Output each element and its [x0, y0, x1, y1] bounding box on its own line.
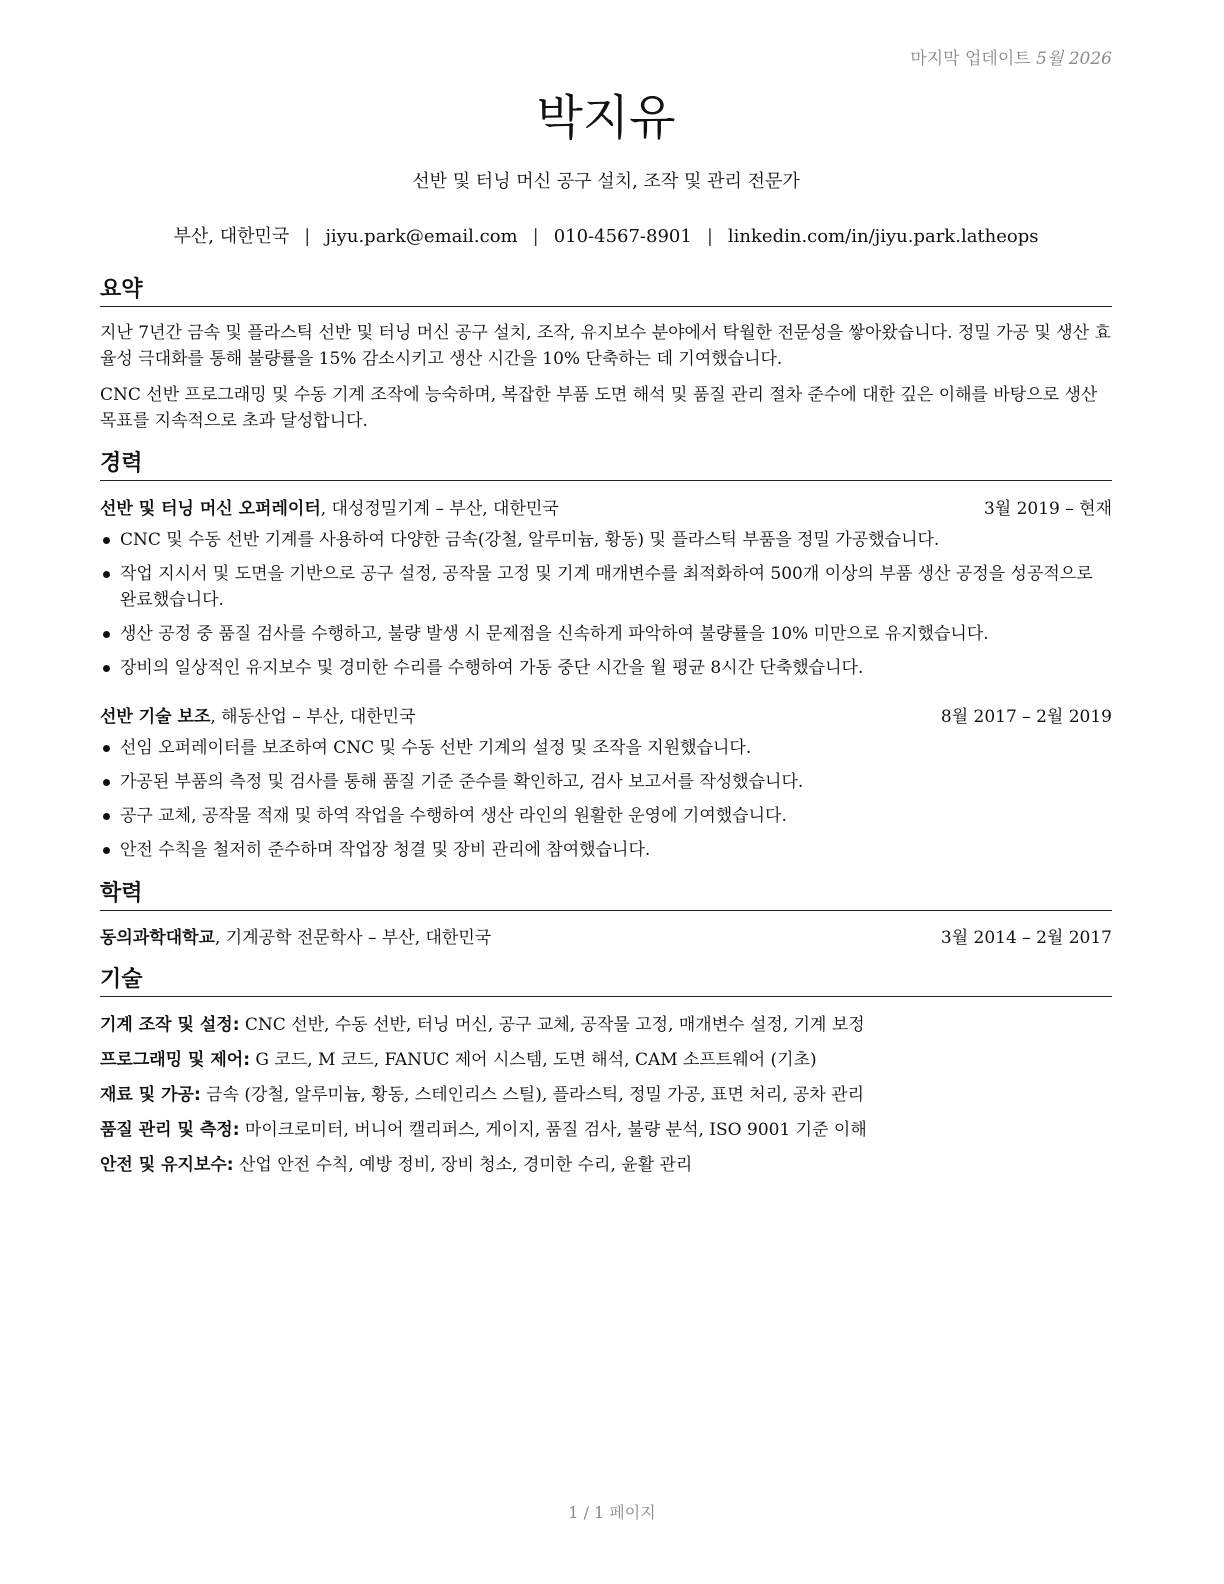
tagline: 선반 및 터닝 머신 공구 설치, 조작 및 관리 전문가 [412, 171, 800, 192]
list-item: CNC 및 수동 선반 기계를 사용하여 다양한 금속(강철, 알루미늄, 황동) 및 플라스틱 부품을 정밀 가공했습니다. [100, 527, 1112, 553]
last-updated-date: 5월 2026 [1036, 49, 1112, 69]
skill-item [100, 1152, 1112, 1178]
skill-item [100, 1082, 1112, 1108]
list-item: 생산 공정 중 품질 검사를 수행하고, 불량 발생 시 문제점을 신속하게 파악하여 불량률을 10% 미만으로 유지했습니다. [100, 621, 1112, 647]
education-dates: 3월 2014 – 2월 2017 [940, 928, 1112, 948]
contact-email[interactable]: jiyu.park@email.com [325, 226, 518, 247]
section-title-experience: 경력 [100, 450, 1112, 481]
skill-value: 산업 안전 수칙, 예방 정비, 장비 청소, 경미한 수리, 윤활 관리 [233, 1155, 693, 1175]
job-dates: 3월 2019 – 현재 [983, 499, 1112, 519]
skills-list [100, 1012, 1112, 1187]
candidate-name: 박지유 [536, 90, 676, 146]
summary-paragraph-2: CNC 선반 프로그래밍 및 수동 기계 조작에 능숙하며, 복잡한 부품 도면 해석 및 품질 관리 절차 준수에 대한 깊은 이해를 바탕으로 생산 목표를 지속적으로 초과 달성합니다. [100, 385, 1098, 431]
contact-separator: | [532, 226, 539, 247]
job-header [100, 704, 1112, 730]
job-role: 선반 및 터닝 머신 오퍼레이터 [100, 499, 321, 519]
contact-separator: | [706, 226, 713, 247]
skill-value: 마이크로미터, 버니어 캘리퍼스, 게이지, 품질 검사, 불량 분석, ISO 9001 기준 이해 [239, 1120, 867, 1140]
job-dates: 8월 2017 – 2월 2019 [940, 707, 1112, 727]
list-item: 안전 수칙을 철저히 준수하며 작업장 청결 및 장비 관리에 참여했습니다. [100, 837, 1112, 863]
list-item: 선임 오퍼레이터를 보조하여 CNC 및 수동 선반 기계의 설정 및 조작을 지원했습니다. [100, 735, 1112, 761]
job-role: 선반 기술 보조 [100, 707, 211, 727]
job-bullets [100, 527, 1112, 689]
section-title-skills: 기술 [100, 966, 1112, 997]
skill-value: CNC 선반, 수동 선반, 터닝 머신, 공구 교체, 공작물 고정, 매개변수 설정, 기계 보정 [239, 1015, 865, 1035]
contact-linkedin[interactable]: linkedin.com/in/jiyu.park.latheops [727, 226, 1039, 247]
last-updated-label: 마지막 업데이트 [910, 49, 1031, 69]
skill-item [100, 1047, 1112, 1073]
skill-label: 안전 및 유지보수: [100, 1155, 234, 1175]
list-item: 가공된 부품의 측정 및 검사를 통해 품질 기준 준수를 확인하고, 검사 보고서를 작성했습니다. [100, 769, 1112, 795]
contact-location: 부산, 대한민국 [173, 226, 290, 247]
job-company: , 대성정밀기계 – 부산, 대한민국 [320, 499, 559, 519]
skill-label: 재료 및 가공: [100, 1085, 201, 1105]
list-item: 장비의 일상적인 유지보수 및 경미한 수리를 수행하여 가동 중단 시간을 월 평균 8시간 단축했습니다. [100, 655, 1112, 681]
skill-label: 기계 조작 및 설정: [100, 1015, 240, 1035]
contact-separator: | [304, 226, 311, 247]
contact-phone: 010-4567-8901 [553, 226, 692, 247]
last-updated [910, 44, 1112, 69]
list-item: 작업 지시서 및 도면을 기반으로 공구 설정, 공작물 고정 및 기계 매개변수를 최적화하여 500개 이상의 부품 생산 공정을 성공적으로 완료했습니다. [100, 561, 1112, 613]
skill-item [100, 1117, 1112, 1143]
page-number: 1 / 1 페이지 [568, 1503, 656, 1522]
skill-label: 프로그래밍 및 제어: [100, 1050, 251, 1070]
education-detail: , 기계공학 전문학사 – 부산, 대한민국 [214, 928, 492, 948]
skill-item [100, 1012, 1112, 1038]
job-bullets [100, 735, 1112, 871]
skill-value: 금속 (강철, 알루미늄, 황동, 스테인리스 스틸), 플라스틱, 정밀 가공, 표면 처리, 공차 관리 [200, 1085, 865, 1105]
skill-label: 품질 관리 및 측정: [100, 1120, 240, 1140]
section-title-summary: 요약 [100, 276, 1112, 307]
summary-paragraph-1: 지난 7년간 금속 및 플라스틱 선반 및 터닝 머신 공구 설치, 조작, 유지보수 분야에서 탁월한 전문성을 쌓아왔습니다. 정밀 가공 및 생산 효율성 극대화를 통해 불량률을 15% 감소시키고 생산 시간을 10% 단축하는 데 기여했습니다. [100, 323, 1111, 369]
list-item: 공구 교체, 공작물 적재 및 하역 작업을 수행하여 생산 라인의 원활한 운영에 기여했습니다. [100, 803, 1112, 829]
skill-value: G 코드, M 코드, FANUC 제어 시스템, 도면 해석, CAM 소프트웨어 (기초) [250, 1050, 817, 1070]
education-row [100, 925, 1112, 951]
job-header [100, 496, 1112, 522]
contact-line [100, 224, 1112, 250]
job-company: , 해동산업 – 부산, 대한민국 [210, 707, 416, 727]
education-school: 동의과학대학교 [100, 928, 215, 948]
section-title-education: 학력 [100, 880, 1112, 911]
